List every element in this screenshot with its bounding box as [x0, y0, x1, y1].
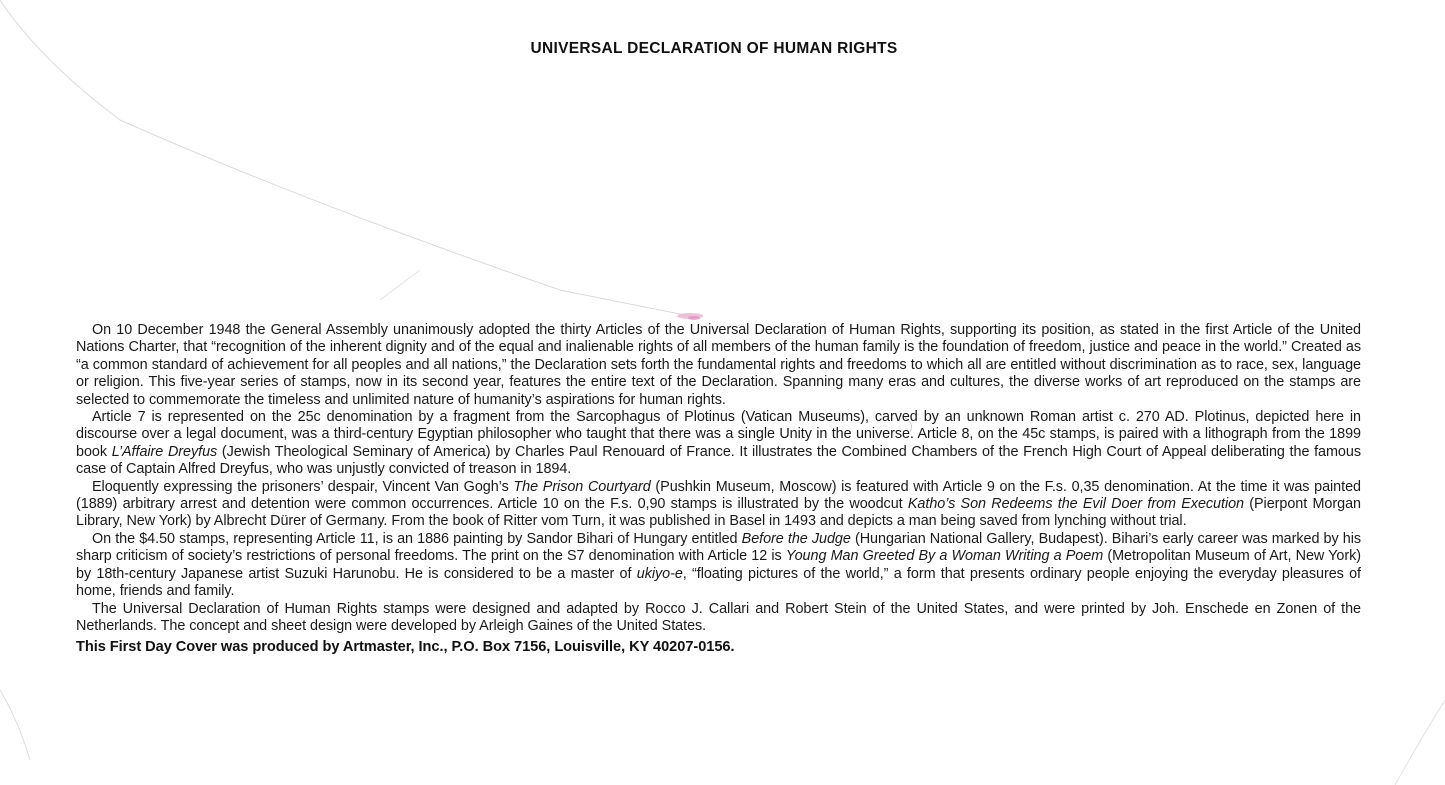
artwork-title: Before the Judge [741, 530, 851, 547]
text-run: On the $4.50 stamps, representing Article 11, is an 1886 painting by Sandor Bihari of Hungary entitled [92, 530, 742, 547]
paragraph-articles-9-10 [76, 479, 1361, 531]
text-run: Eloquently expressing the prisoners’ despair, Vincent Van Gogh’s [92, 478, 514, 495]
paragraph-credits: The Universal Declaration of Human Rights stamps were designed and adapted by Rocco J. Callari and Robert Stein of the United States, and were printed by Joh. Enschede en Zonen of the Netherlands. The concept and sheet design were developed by Arleigh Gaines of the United States. [76, 600, 1361, 634]
text-run: (Metropolitan Museum of Art, New York) by 18th-century Japanese artist Suzuki Harunobu. He is considered to be a master of [76, 548, 1361, 582]
paragraph-articles-7-8 [76, 409, 1361, 479]
text-run: (Pierpont Morgan Library, New York) by Albrecht Dürer of Germany. From the book of Ritter vom Turn, it was published in Basel in 1493 and depicts a man being saved from lynching without trial. [76, 496, 1361, 530]
text-run: (Pushkin Museum, Moscow) is featured with Article 9 on the F.s. 0,35 denomination. At the time it was painted (1889) arbitrary arrest and detention were common occurrences. Article 10 on the F.s. 0,90 stamps is illustrated by the woodcut [76, 478, 1361, 513]
producer-credit: This First Day Cover was produced by Artmaster, Inc., P.O. Box 7156, Louisville, KY 40207-0156. [76, 639, 735, 656]
artwork-title: Katho’s Son Redeems the Evil Doer from Execution [907, 496, 1244, 513]
document-body [76, 322, 1361, 657]
ink-smudge [677, 313, 703, 320]
artwork-title: The Prison Courtyard [513, 478, 651, 495]
artwork-title: Young Man Greeted By a Woman Writing a Poem [785, 548, 1104, 565]
art-term: ukiyo-e [636, 565, 683, 582]
text-run: (Jewish Theological Seminary of America) by Charles Paul Renouard of France. It illustrates the Combined Chambers of the French High Court of Appeal deliberating the famous case of Captain Alfred Dreyfus, who was unjustly convicted of treason in 1894. [76, 443, 1361, 478]
text-run: , “floating pictures of the world,” a form that presents ordinary people enjoying the everyday pleasures of home, friends and family. [76, 565, 1362, 600]
text-run: (Hungarian National Gallery, Budapest). Bihari’s early career was marked by his sharp criticism of society’s restrictions of personal freedoms. The print on the S7 denomination with Article 12 is [76, 530, 1362, 565]
document-title: UNIVERSAL DECLARATION OF HUMAN RIGHTS [530, 40, 898, 57]
paragraph-articles-11-12 [76, 531, 1361, 601]
text-run: Article 7 is represented on the 25c denomination by a fragment from the Sarcophagus of Plotinus (Vatican Museums), carved by an unknown Roman artist c. 270 AD. Plotinus, depicted here in discourse over a legal document, was a third-century Egyptian philosopher who taught that there was a single Unity in the universe. Article 8, on the 45c stamps, is paired with a lithograph from the 1899 book [76, 409, 1361, 460]
paragraph-intro: On 10 December 1948 the General Assembly unanimously adopted the thirty Articles of the Universal Declaration of Human Rights, supporting its position, as stated in the first Article of the United Nations Charter, that “recognition of the inherent dignity and of the equal and inalienable rights of all members of the human family is the foundation of freedom, justice and peace in the world.” Created as “a common standard of achievement for all peoples and all nations,” the Declaration sets forth the fundamental rights and freedoms to which all are entitled without discrimination as to race, sex, language or religion. This five-year series of stamps, now in its second year, features the entire text of the Declaration. Spanning many eras and cultures, the diverse works of art reproduced on the stamps are selected to commemorate the timeless and unlimited nature of humanity’s aspirations for human rights. [76, 322, 1361, 408]
artwork-title: L’Affaire Dreyfus [111, 443, 218, 460]
